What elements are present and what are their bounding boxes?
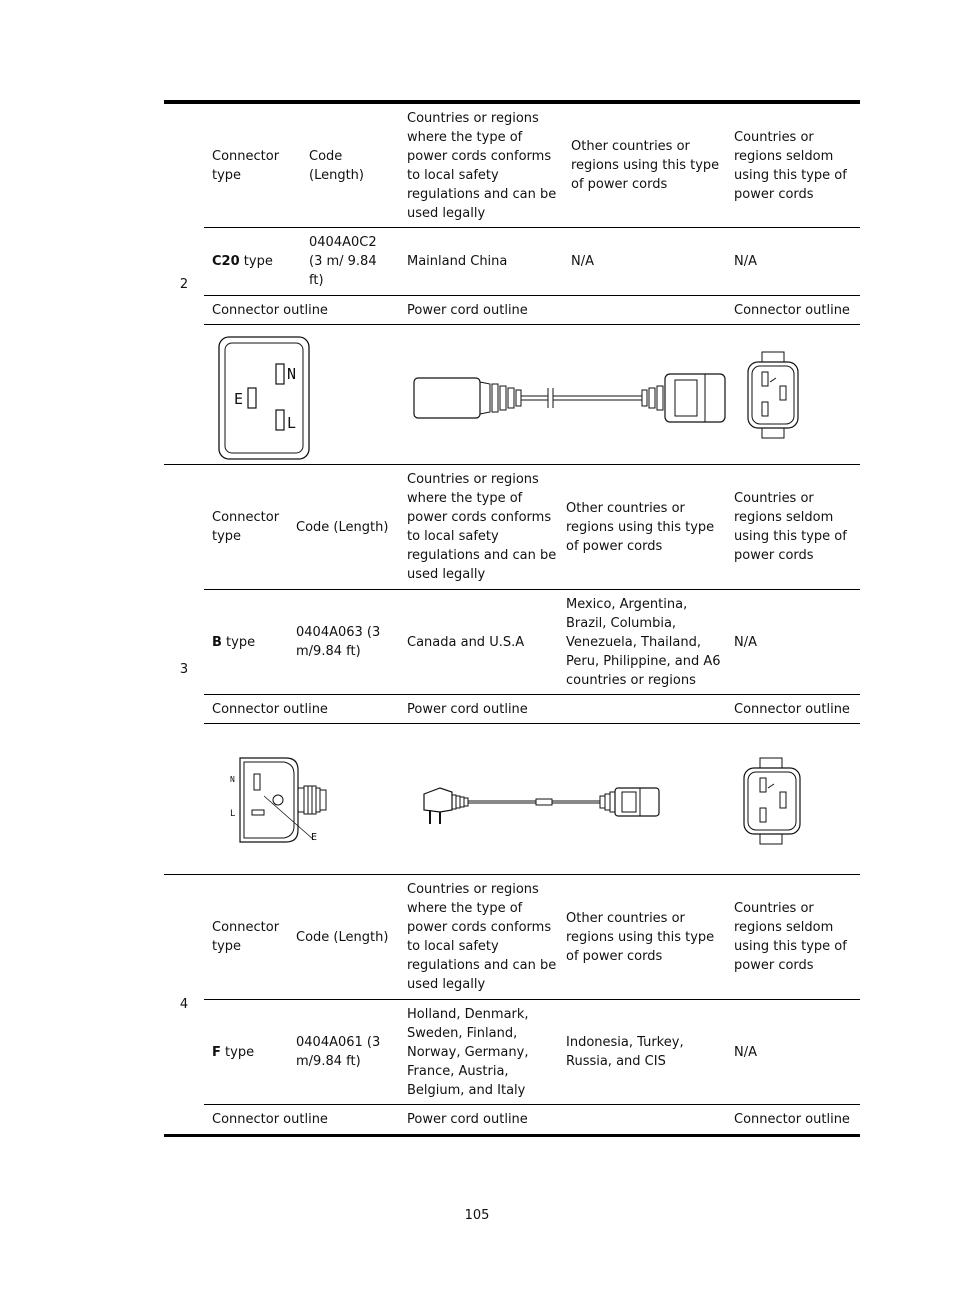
header-connector-type: Connector type (212, 148, 280, 183)
code-cell: 0404A061 (3 m/9.84 ft) (296, 1035, 381, 1069)
header-seldom: Countries or regions seldom using this type of power cords (734, 491, 847, 563)
code-cell: 0404A063 (3 m/9.84 ft) (296, 625, 381, 659)
label-connector-outline: Connector outline (734, 302, 850, 318)
connector-type-name: F (212, 1044, 221, 1060)
connector-type-name: C20 (212, 254, 240, 269)
conforms-cell: Holland, Denmark, Sweden, Finland, Norway, Germany, France, Austria, Belgium, and Italy (407, 1006, 529, 1098)
label-power-cord-outline: Power cord outline (407, 1112, 528, 1127)
c20-power-cord-figure (410, 366, 730, 430)
label-power-cord-outline: Power cord outline (407, 302, 528, 318)
seldom-cell: N/A (734, 254, 757, 269)
label-connector-outline: Connector outline (212, 701, 328, 717)
c19-socket-outline-figure (742, 350, 806, 440)
header-code-length: Code (Length) (296, 519, 389, 535)
connector-type-name: B (212, 634, 222, 650)
label-power-cord-outline: Power cord outline (407, 701, 528, 717)
other-cell: Mexico, Argentina, Brazil, Columbia, Venezuela, Thailand, Peru, Philippine, and A6 countries or regions (566, 596, 721, 688)
terminal-label: E (311, 832, 318, 843)
terminal-label: E (234, 390, 244, 408)
row-number: 3 (179, 662, 189, 677)
other-cell: N/A (571, 254, 594, 269)
terminal-label: L (287, 414, 297, 432)
terminal-label: N (287, 365, 297, 383)
label-connector-outline: Connector outline (212, 1112, 328, 1127)
header-connector-type: Connector type (212, 510, 280, 544)
header-other: Other countries or regions using this type of power cords (571, 139, 720, 192)
code-cell: 0404A0C2 (3 m/ 9.84 ft) (309, 235, 377, 288)
table-bottom-rule (164, 1134, 860, 1137)
header-conforms: Countries or regions where the type of power cords conforms to local safety regulations and can be used legally (407, 110, 557, 221)
row-number: 4 (179, 997, 189, 1012)
b-type-connector-outline-figure (226, 752, 338, 848)
c20-connector-outline-figure (216, 334, 312, 462)
b-type-power-cord-figure (418, 778, 668, 830)
label-connector-outline: Connector outline (734, 701, 850, 717)
header-code-length: Code (Length) (309, 148, 364, 183)
header-seldom: Countries or regions seldom using this type of power cords (734, 129, 847, 202)
conforms-cell: Canada and U.S.A (407, 634, 525, 650)
terminal-label: L (230, 809, 236, 819)
header-seldom: Countries or regions seldom using this type of power cords (734, 901, 847, 973)
row-divider (204, 723, 860, 724)
terminal-label: N (230, 775, 235, 784)
conforms-cell: Mainland China (407, 254, 508, 269)
page-number: 105 (464, 1208, 490, 1223)
header-conforms: Countries or regions where the type of power cords conforms to local safety regulations and can be used legally (407, 472, 557, 582)
row-divider (204, 324, 860, 325)
seldom-cell: N/A (734, 634, 757, 650)
row-number: 2 (179, 276, 189, 292)
label-connector-outline: Connector outline (734, 1112, 850, 1127)
header-other: Other countries or regions using this type of power cords (566, 910, 715, 964)
connector-type-cell: F type (212, 1044, 255, 1060)
c19-socket-outline-figure (740, 756, 804, 846)
other-cell: Indonesia, Turkey, Russia, and CIS (566, 1035, 684, 1069)
header-conforms: Countries or regions where the type of power cords conforms to local safety regulations and can be used legally (407, 882, 557, 992)
seldom-cell: N/A (734, 1044, 757, 1060)
connector-type-cell: B type (212, 634, 256, 650)
header-other: Other countries or regions using this type of power cords (566, 500, 715, 554)
label-connector-outline: Connector outline (212, 302, 328, 318)
connector-type-cell: C20 type (212, 254, 273, 269)
header-code-length: Code (Length) (296, 929, 389, 945)
header-connector-type: Connector type (212, 920, 280, 954)
